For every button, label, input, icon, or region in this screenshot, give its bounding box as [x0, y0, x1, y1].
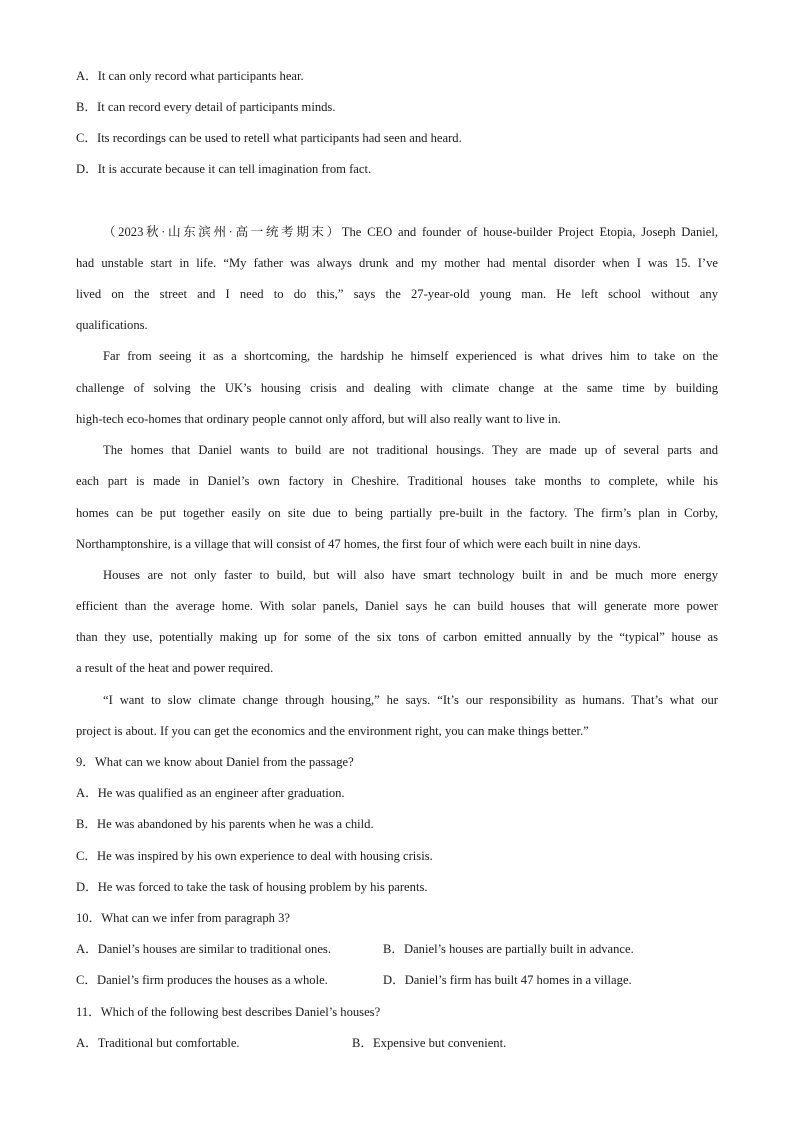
question-10-option-d: D．Daniel’s firm has built 47 homes in a village.: [383, 973, 632, 987]
question-9-option-c: C．He was inspired by his own experience to deal with housing crisis.: [76, 849, 433, 863]
passage-p4-line: Houses are not only faster to build, but will also have smart technology built in and be much more energy: [103, 568, 718, 582]
question-10-stem: 10．What can we infer from paragraph 3?: [76, 911, 290, 925]
prev-option-a: A．It can only record what participants hear.: [76, 69, 304, 83]
question-11-option-a: A．Traditional but comfortable.: [76, 1036, 240, 1050]
passage-p3-line: Northamptonshire, is a village that will consist of 47 homes, the first four of which were each built in nine days.: [76, 537, 641, 551]
passage-p4-line: a result of the heat and power required.: [76, 661, 274, 675]
prev-option-d: D．It is accurate because it can tell imagination from fact.: [76, 162, 372, 176]
passage-p3-line: each part is made in Daniel’s own factory in Cheshire. Traditional houses take months to complete, while his: [76, 474, 718, 488]
question-9-stem: 9．What can we know about Daniel from the passage?: [76, 755, 354, 769]
question-10-option-b: B．Daniel’s houses are partially built in advance.: [383, 942, 634, 956]
prev-option-b: B．It can record every detail of participants minds.: [76, 100, 336, 114]
passage-p5-line: project is about. If you can get the economics and the environment right, you can make things better.”: [76, 724, 589, 738]
passage-p2-line: challenge of solving the UK’s housing crisis and dealing with climate change at the same time by building: [76, 381, 718, 395]
question-9-option-d: D．He was forced to take the task of housing problem by his parents.: [76, 880, 428, 894]
passage-p1-line: （2023秋·山东滨州·高一统考期末）The CEO and founder of house-builder Project Etopia, Joseph Daniel,: [103, 225, 718, 239]
passage-p5-line: “I want to slow climate change through housing,” he says. “It’s our responsibility as humans. That’s what our: [103, 693, 718, 707]
prev-option-c: C．Its recordings can be used to retell what participants had seen and heard.: [76, 131, 462, 145]
question-10-option-a: A．Daniel’s houses are similar to traditional ones.: [76, 942, 331, 956]
question-9-option-a: A．He was qualified as an engineer after graduation.: [76, 786, 345, 800]
question-10-option-c: C．Daniel’s firm produces the houses as a whole.: [76, 973, 328, 987]
question-9-option-b: B．He was abandoned by his parents when he was a child.: [76, 817, 374, 831]
question-11-stem: 11．Which of the following best describes Daniel’s houses?: [76, 1005, 381, 1019]
passage-p1-line: had unstable start in life. “My father was always drunk and my mother had mental disorder when I was 15. I’ve: [76, 256, 718, 270]
passage-p3-line: homes can be put together easily on site due to being partially pre-built in the factory. The firm’s plan in Corby,: [76, 506, 718, 520]
passage-p2-line: high-tech eco-homes that ordinary people cannot only afford, but will also really want to live in.: [76, 412, 561, 426]
passage-p4-line: than they use, potentially making up for some of the six tons of carbon emitted annually by the “typical” house as: [76, 630, 718, 644]
passage-p1-line: qualifications.: [76, 318, 148, 332]
passage-p2-line: Far from seeing it as a shortcoming, the hardship he himself experienced is what drives him to take on the: [103, 349, 718, 363]
question-11-option-b: B．Expensive but convenient.: [352, 1036, 507, 1050]
passage-p4-line: efficient than the average home. With solar panels, Daniel says he can build houses that will generate more power: [76, 599, 718, 613]
passage-p3-line: The homes that Daniel wants to build are not traditional housings. They are made up of several parts and: [103, 443, 718, 457]
passage-p1-line: lived on the street and I need to do this,” says the 27-year-old young man. He left school without any: [76, 287, 718, 301]
